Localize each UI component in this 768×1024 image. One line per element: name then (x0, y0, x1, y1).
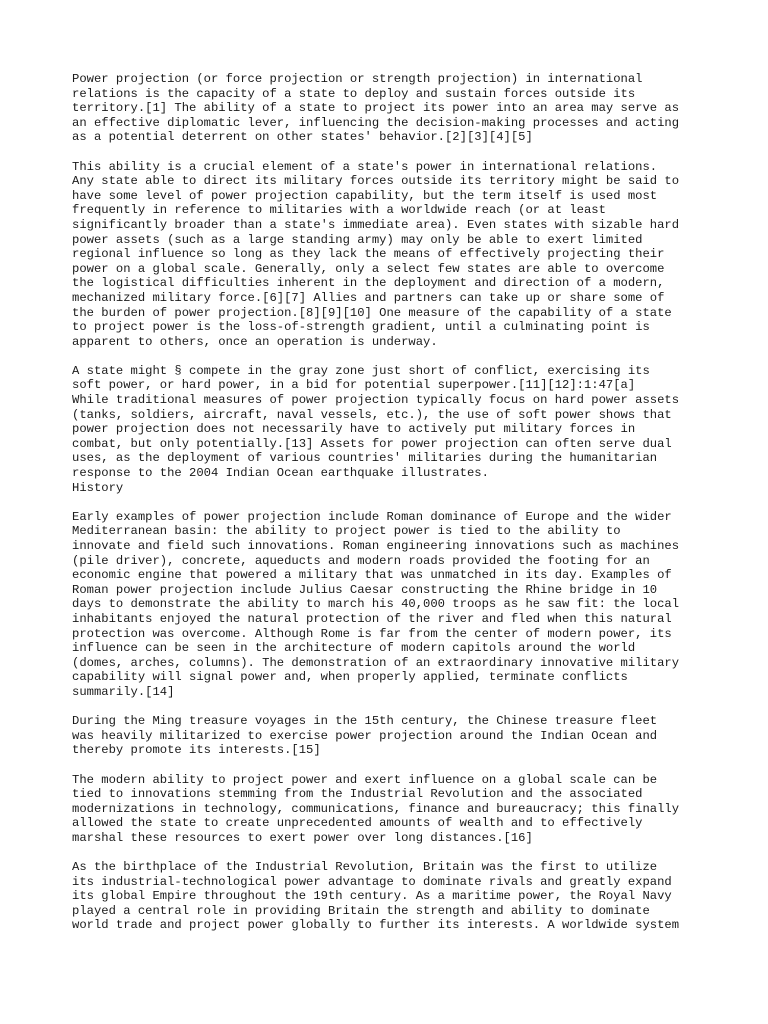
intro-paragraph-3: A state might § compete in the gray zone just short of conflict, exercising its soft power, or hard power, in a bid for potential superpower.[11][12]:1:47[a] While traditional measures of power projection typically focus on hard power assets (tanks, soldiers, aircraft, naval vessels, etc.), the use of soft power shows that power projection does not necessarily have to actively put military forces in combat, but only potentially.[13] Assets for power projection can often serve dual uses, as the deployment of various countries' militaries during the humanitarian response to the 2004 Indian Ocean earthquake illustrates. (72, 363, 680, 481)
history-paragraph-3: The modern ability to project power and exert influence on a global scale can be tied to innovations stemming from the Industrial Revolution and the associated modernizations in technology, communications, finance and bureaucracy; this finally allowed the state to create unprecedented amounts of wealth and to effectively marshal these resources to exert power over long distances.[16] (72, 772, 680, 845)
document-page (72, 72, 712, 948)
history-paragraph-2: During the Ming treasure voyages in the 15th century, the Chinese treasure fleet was heavily militarized to exercise power projection around the Indian Ocean and thereby promote its interests.[15] (72, 714, 658, 758)
intro-paragraph-2: This ability is a crucial element of a state's power in international relations. Any state able to direct its military forces outside its territory might be said to have some level of power projection capability, but the term itself is used most frequently in reference to militaries with a worldwide reach (or at least significantly broader than a state's immediate area). Even states with sizable hard power assets (such as a large standing army) may only be able to exert limited regional influence so long as they lack the means of effectively projecting their power on a global scale. Generally, only a select few states are able to overcome the logistical difficulties inherent in the deployment and direction of a modern, mechanized military force.[6][7] Allies and partners can take up or share some of the burden of power projection.[8][9][10] One measure of the capability of a state to project power is the loss-of-strength gradient, until a culminating point is apparent to others, once an operation is underway. (72, 159, 680, 349)
section-heading-history: History (72, 480, 124, 495)
history-paragraph-1: Early examples of power projection include Roman dominance of Europe and the wider Mediterranean basin: the ability to project power is tied to the ability to innovate and field such innovations. Roman engineering innovations such as machines (pile driver), concrete, aqueducts and modern roads provided the footing for an economic engine that powered a military that was unmatched in its day. Examples of Roman power projection include Julius Caesar constructing the Rhine bridge in 10 days to demonstrate the ability to march his 40,000 troops as he saw fit: the local inhabitants enjoyed the natural protection of the river and fled when this natural protection was overcome. Although Rome is far from the center of modern power, its influence can be seen in the architecture of modern capitols around the world (domes, arches, columns). The demonstration of an extraordinary innovative military capability will signal power and, when properly applied, terminate conflicts summarily.[14] (72, 509, 680, 699)
history-paragraph-4: As the birthplace of the Industrial Revolution, Britain was the first to utilize its industrial-technological power advantage to dominate rivals and greatly expand its global Empire throughout the 19th century. As a maritime power, the Royal Navy played a central role in providing Britain the strength and ability to dominate world trade and project power globally to further its interests. A worldwide system (72, 860, 680, 933)
intro-paragraph-1: Power projection (or force projection or strength projection) in international relations is the capacity of a state to deploy and sustain forces outside its territory.[1] The ability of a state to project its power into an area may serve as an effective diplomatic lever, influencing the decision-making processes and acting as a potential deterrent on other states' behavior.[2][3][4][5] (72, 72, 680, 145)
